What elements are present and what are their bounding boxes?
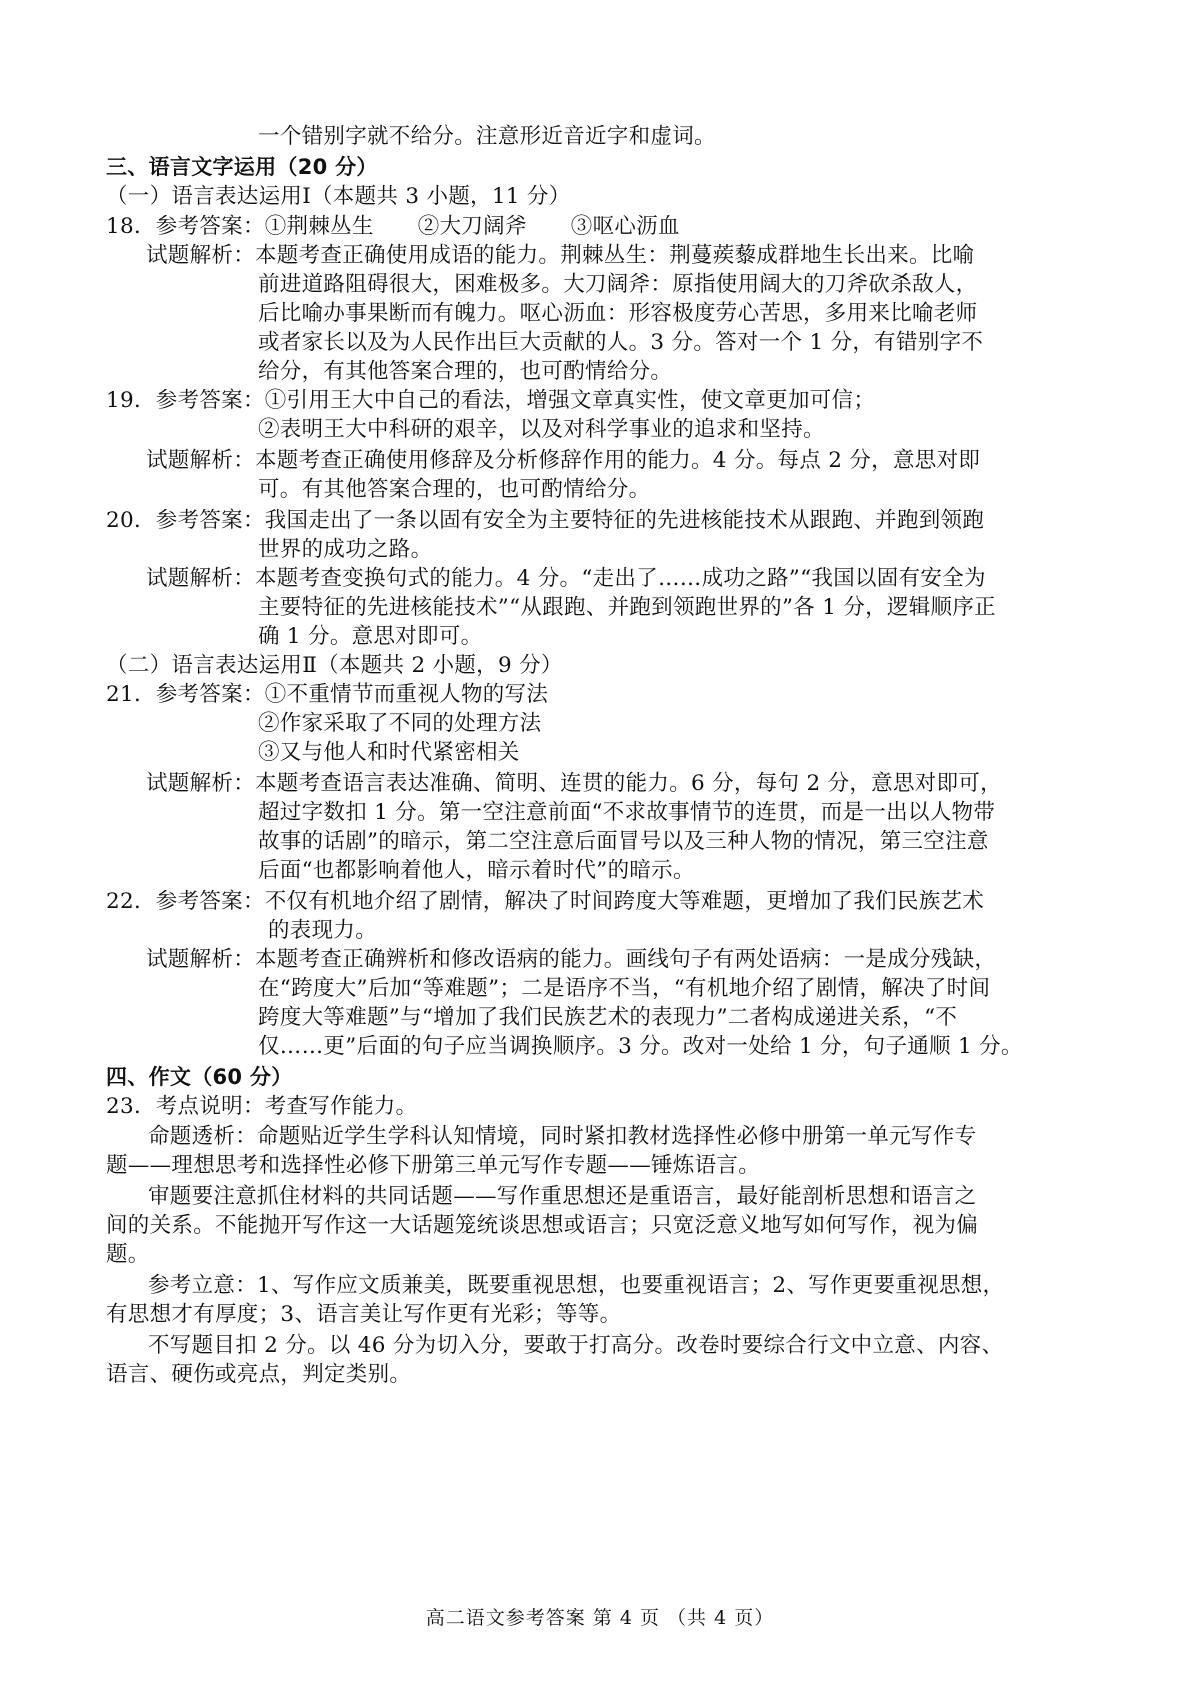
text-line: 试题解析：本题考查变换句式的能力。4 分。“走出了……成功之路”“我国以固有安全为 [146,566,986,591]
text-line: ②表明王大中科研的艰辛，以及对科学事业的追求和坚持。 [258,417,825,442]
text-line: 或者家长以及为人民作出巨大贡献的人。3 分。答对一个 1 分，有错别字不 [258,330,984,355]
q18-answer [106,212,680,242]
text-line: 试题解析：本题考查正确辨析和修改语病的能力。画线句子有两处语病：一是成分残缺， [146,947,997,972]
text-line: ②作家采取了不同的处理方法 [258,711,542,736]
q20-answer: 20．参考答案：我国走出了一条以固有安全为主要特征的先进核能技术从跟跑、并跑到领跑 [106,508,985,533]
text-line: 超过字数扣 1 分。第一空注意前面“不求故事情节的连贯，而是一出以人物带 [258,800,996,825]
section-heading: 三、语言文字运用（20 分） [106,155,378,179]
text-line: 试题解析：本题考查语言表达准确、简明、连贯的能力。6 分，每句 2 分，意思对即可， [146,771,1002,796]
text-line: 试题解析：本题考查正确使用成语的能力。荆棘丛生：荆蔓蒺藜成群地生长出来。比喻 [146,243,975,268]
text-line: 世界的成功之路。 [258,537,433,562]
text-line: 题——理想思考和选择性必修下册第三单元写作专题——锤炼语言。 [106,1153,761,1178]
q21-answer: 21．参考答案：①不重情节而重视人物的写法 [106,682,549,707]
text-line: 命题透析：命题贴近学生学科认知情境，同时紧扣教材选择性必修中册第一单元写作专 [148,1124,977,1149]
text-line: 语言、硬伤或亮点，判定类别。 [106,1362,412,1387]
text-line: 有思想才有厚度；3、语言美让写作更有光彩；等等。 [106,1302,622,1327]
text-line: 确 1 分。意思对即可。 [258,624,483,649]
q22-answer: 22．参考答案：不仅有机地介绍了剧情，解决了时间跨度大等难题，更增加了我们民族艺术 [106,889,985,914]
page-footer: 高二语文参考答案 第 4 页 （共 4 页） [425,1607,775,1629]
text-line: 题。 [106,1242,150,1267]
text-line: 给分，有其他答案合理的，也可酌情给分。 [258,359,673,384]
text-line: 前进道路阻碍很大，困难极多。大刀阔斧：原指使用阔大的刀斧砍杀敌人， [258,272,978,297]
subsection-heading: （一）语言表达运用Ⅰ（本题共 3 小题，11 分） [106,184,571,209]
text-line: 不写题目扣 2 分。以 46 分为切入分，要敢于打高分。改卷时要综合行文中立意、内容、 [148,1333,1004,1358]
text-line: 可。有其他答案合理的，也可酌情给分。 [258,477,651,502]
text-line: 仅……更”后面的句子应当调换顺序。3 分。改对一处给 1 分，句子通顺 1 分。 [258,1034,1023,1059]
text-line: 一个错别字就不给分。注意形近音近字和虚词。 [258,124,716,149]
text-line: 后面“也都影响着他人，暗示着时代”的暗示。 [258,858,695,883]
text-line: 跨度大等难题”与“增加了我们民族艺术的表现力”二者构成递进关系，“不 [258,1005,958,1030]
text-line: 的表现力。 [268,918,378,943]
q18-answer-b: ②大刀阔斧 [417,214,527,239]
text-line: 故事的话剧”的暗示，第二空注意后面冒号以及三种人物的情况，第三空注意 [258,829,989,854]
text-line: 后比喻办事果断而有魄力。呕心沥血：形容极度劳心苦思，多用来比喻老师 [258,301,978,326]
q18-answer-a: 18．参考答案：①荆棘丛生 [106,214,374,239]
text-line: 在“跨度大”后加“等难题”；二是语序不当，“有机地介绍了剧情，解决了时间 [258,976,991,1001]
q23-heading: 23．考点说明：考查写作能力。 [106,1094,418,1119]
text-line: 参考立意：1、写作应文质兼美，既要重视思想，也要重视语言；2、写作更要重视思想， [148,1273,1005,1298]
subsection-heading: （二）语言表达运用Ⅱ（本题共 2 小题，9 分） [106,653,563,678]
text-line: ③又与他人和时代紧密相关 [258,740,520,765]
q19-answer: 19．参考答案：①引用王大中自己的看法，增强文章真实性，使文章更加可信； [106,388,876,413]
text-line: 主要特征的先进核能技术”“从跟跑、并跑到领跑世界的”各 1 分，逻辑顺序正 [258,595,996,620]
text-line: 审题要注意抓住材料的共同话题——写作重思想还是重语言，最好能剖析思想和语言之 [148,1184,977,1209]
text-line: 试题解析：本题考查正确使用修辞及分析修辞作用的能力。4 分。每点 2 分，意思对即 [146,448,981,473]
q18-answer-c: ③呕心沥血 [570,214,680,239]
text-line: 间的关系。不能抛开写作这一大话题笼统谈思想或语言；只宽泛意义地写如何写作，视为偏 [106,1213,979,1238]
section-heading: 四、作文（60 分） [106,1065,293,1089]
